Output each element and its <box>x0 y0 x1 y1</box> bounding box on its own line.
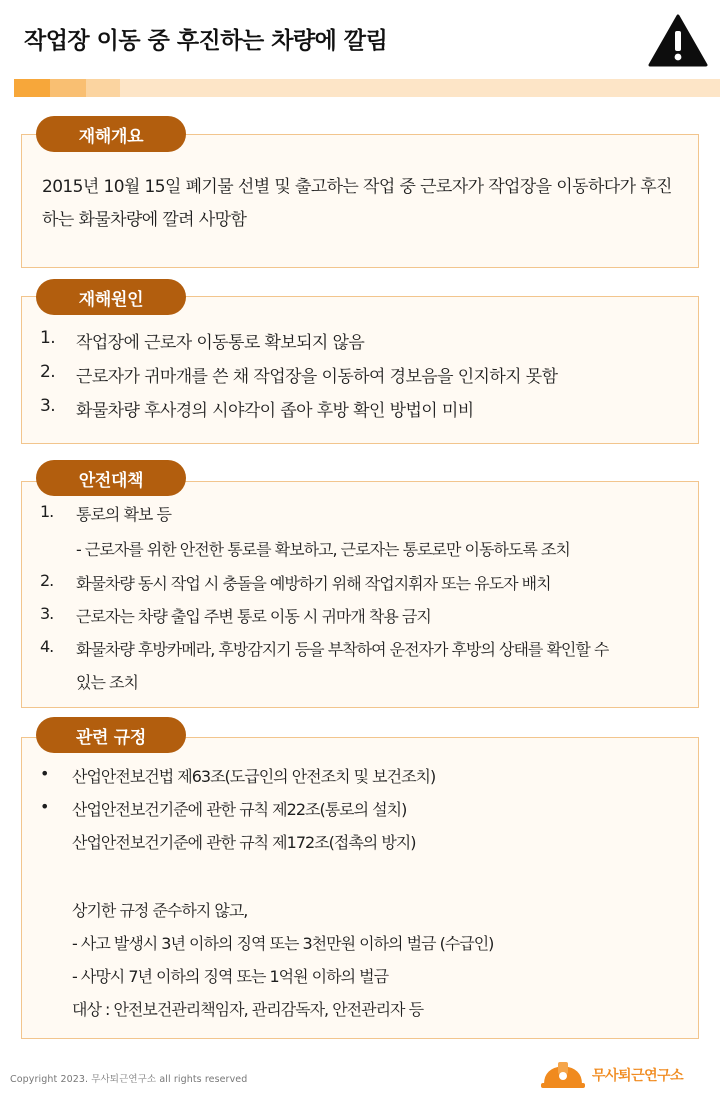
brand-logo <box>540 1058 683 1092</box>
brand-name: 무사퇴근연구소 <box>592 1068 684 1084</box>
helmet-logo-icon <box>540 1060 586 1090</box>
causes-section: 1. 작업장에 근로자 이동통로 확보되지 않음 2. 근로자가 귀마개를 쓴 채 작업장을 이동하여 경보음을 인지하지 못함 3. 화물차량 후사경의 시야각이 좁아 후방 확인 방법이 미비 <box>21 296 699 444</box>
overview-section <box>21 134 699 268</box>
causes-label: 재해원인 <box>36 279 186 315</box>
regulations-label: 관련 규정 <box>36 717 186 753</box>
header <box>0 0 720 80</box>
warning-icon <box>648 14 708 68</box>
regulations-section: • 산업안전보건법 제63조(도급인의 안전조치 및 보건조치) • 산업안전보건기준에 관한 규칙 제22조(통로의 설치) 산업안전보건기준에 관한 규칙 제172조(접촉의 방지) 상기한 규정 준수하지 않고, - 사고 발생시 3년 이하의 징역 또는 3천만원 이하의 벌금 (수급인) - 사망시 7년 이하의 징역 또는 1억원 이하의 벌금 대상 : 안전보건관리책임자, 관리감독자, 안전관리자 등 <box>21 737 699 1039</box>
overview-text: 2015년 10월 15일 폐기물 선별 및 출고하는 작업 중 근로자가 작업장을 이동하다가 후진하는 화물차량에 깔려 사망함 <box>42 177 672 230</box>
copyright: Copyright 2023. 무사퇴근연구소 all rights reserved <box>10 1074 248 1085</box>
overview-label: 재해개요 <box>36 116 186 152</box>
measures-section: 1. 통로의 확보 등 - 근로자를 위한 안전한 통로를 확보하고, 근로자는 통로로만 이동하도록 조치 2. 화물차량 동시 작업 시 충돌을 예방하기 위해 작업지휘자 또는 유도자 배치 3. 근로자는 차량 출입 주변 통로 이동 시 귀마개 착용 금지 4. 화물차량 후방카메라, 후방감지기 등을 부착하여 운전자가 후방의 상태를 확인할 수 있는 조치 <box>21 481 699 708</box>
measures-label: 안전대책 <box>36 460 186 496</box>
page-title: 작업장 이동 중 후진하는 차량에 깔림 <box>24 28 388 54</box>
header-stripe <box>14 79 720 97</box>
